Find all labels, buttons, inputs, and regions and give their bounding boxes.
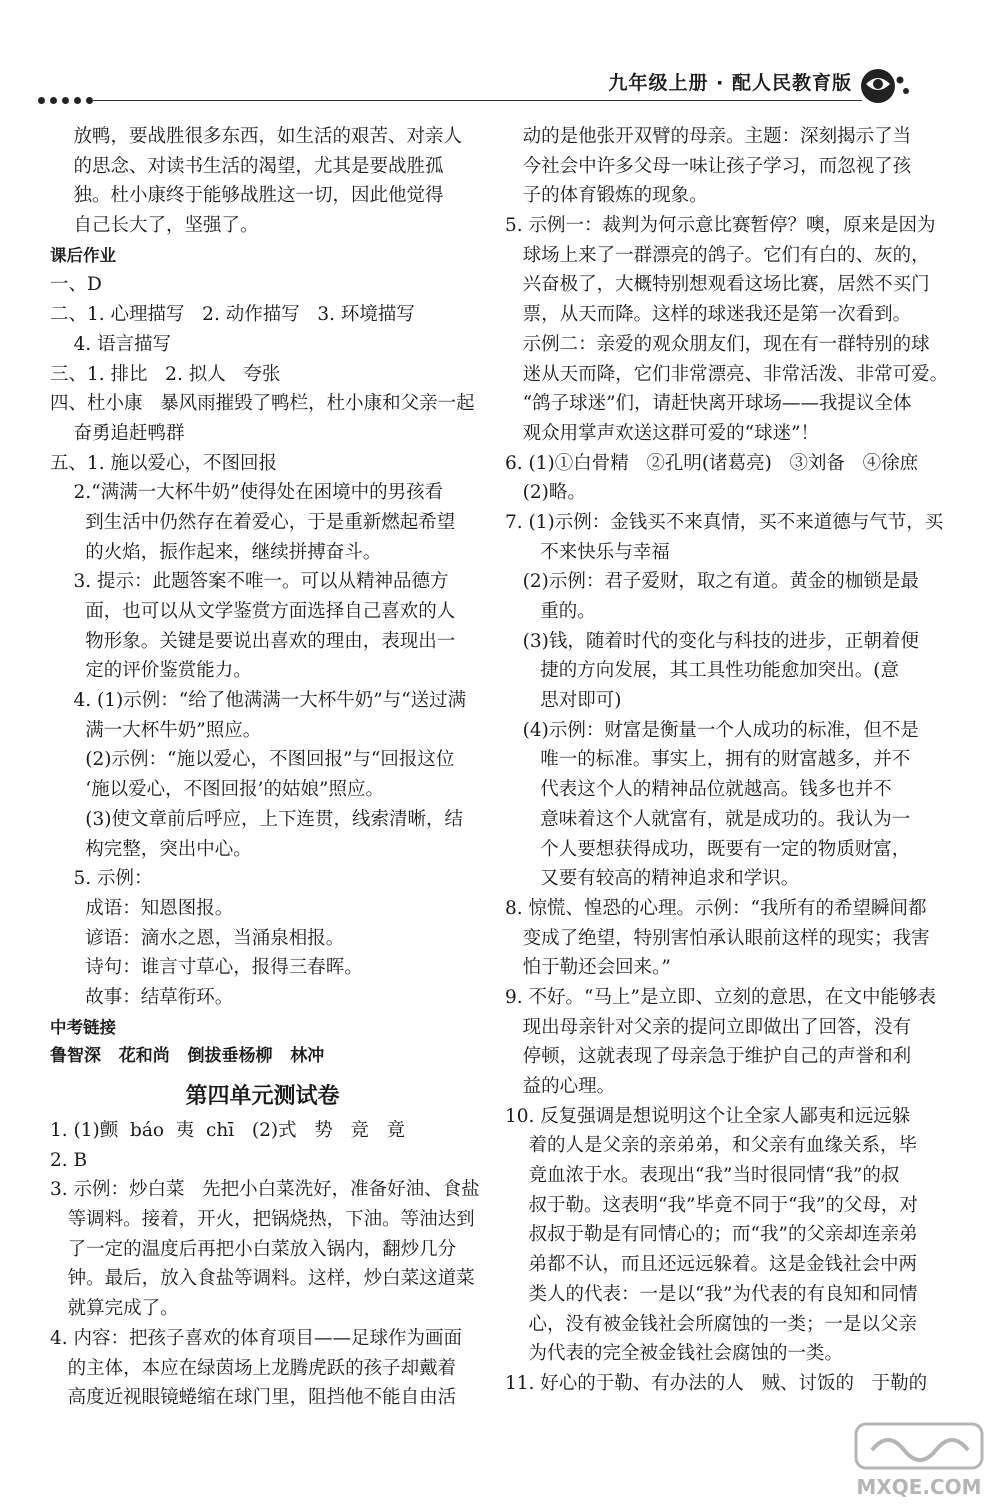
answer-line: 个人要想获得成功，既要有一定的物质财富， [505, 838, 911, 860]
answer-line: 心，没有被金钱社会所腐蚀的一类；一是以父亲 [505, 1313, 918, 1335]
answer-line: 了一定的温度后再把小白菜放入锅内，翻炒几分 [50, 1238, 457, 1260]
answer-line: 构完整，突出中心。 [50, 838, 252, 860]
answer-line: 的火焰，振作起来，继续拼搏奋斗。 [50, 541, 382, 563]
answer-line: (2)示例：“施以爱心，不图回报”与“回报这位 [50, 749, 455, 771]
answer-line: 观众用掌声欢送这群可爱的“球迷”！ [505, 422, 820, 444]
answer-line: 弟都不认，而且还远远躲着。这是金钱社会中两 [505, 1254, 918, 1276]
answer-line: 到生活中仍然存在着爱心，于是重新燃起希望 [50, 511, 456, 533]
answer-line: 物形象。关键是要说出喜欢的理由，表现出一 [50, 630, 456, 652]
answer-line: 高度近视眼镜蜷缩在球门里，阻挡他不能自由活 [50, 1387, 457, 1409]
answer-line: 定的评价鉴赏能力。 [50, 660, 252, 682]
answer-line: 叔于勒。这表明“我”毕竟不同于“我”的父母，对 [505, 1194, 918, 1216]
answer-line: 迷从天而降，它们非常漂亮、非常活泼、非常可爱。 [505, 363, 949, 385]
answer-line: 子的体育锻炼的现象。 [505, 185, 708, 207]
answer-line: 兴奋极了，大概特别想观看这场比赛，居然不买门 [505, 274, 930, 296]
section-heading: 中考链接 [50, 1017, 116, 1037]
answer-line: 诗句：谁言寸草心，报得三春晖。 [50, 957, 363, 979]
answer-line: 独。杜小康终于能够战胜这一切，因此他觉得 [50, 185, 444, 207]
answer-line: 3. 提示：此题答案不唯一。可以从精神品德方 [50, 571, 449, 593]
answer-line: 5. 示例： [50, 868, 153, 890]
answer-line: ‘施以爱心，不图回报’的姑娘”照应。 [50, 779, 385, 801]
answer-line: 球场上来了一群漂亮的鸽子。它们有白的、灰的， [505, 244, 930, 266]
answer-line: 4. (1)示例：“给了他满满一大杯牛奶”与“送过满 [50, 690, 467, 712]
answer-line: 放鸭，要战胜很多东西，如生活的艰苦、对亲人 [50, 126, 463, 147]
answer-line: 不来快乐与幸福 [505, 541, 670, 563]
page-header [0, 0, 1000, 110]
answer-line: 三、1. 排比 2. 拟人 夸张 [50, 363, 281, 385]
watermark-text: MXQE.COM [856, 1475, 982, 1499]
answer-line: 10. 反复强调是想说明这个让全家人鄙夷和远远躲 [505, 1105, 911, 1127]
answer-line: 钟。最后，放入食盐等调料。这样，炒白菜这道菜 [50, 1268, 475, 1290]
answer-line: 今社会中许多父母一味让孩子学习，而忽视了孩 [505, 155, 912, 177]
answer-line: (2)略。 [505, 482, 586, 504]
answer-line: 一、D [50, 274, 102, 296]
section-heading: 课后作业 [50, 245, 116, 265]
decorative-dots [38, 97, 93, 104]
section-title: 第四单元测试卷 [185, 1084, 340, 1109]
answer-line: 重的。 [505, 601, 596, 622]
answer-line: 满一大杯牛奶”照应。 [50, 719, 262, 741]
answer-line: 又要有较高的精神追求和学识。 [505, 868, 800, 890]
answer-line: 8. 惊慌、惶恐的心理。示例：“我所有的希望瞬间都 [505, 897, 927, 919]
answer-line: 谚语：滴水之恩，当涌泉相报。 [50, 927, 345, 949]
answer-line: 3. 示例：炒白菜 先把小白菜洗好，准备好油、食盐 [50, 1179, 480, 1201]
answer-line: (3)使文章前后呼应，上下连贯，线索清晰，结 [50, 808, 463, 830]
answer-line: 捷的方向发展，其工具性功能愈加突出。(意 [505, 660, 900, 682]
site-watermark [848, 1420, 990, 1504]
answer-line: 9. 不好。“马上”是立即、立刻的意思，在文中能够表 [505, 986, 936, 1008]
answer-line: 的思念、对读书生活的渴望，尤其是要战胜孤 [50, 155, 444, 177]
book-logo-icon [856, 64, 916, 108]
answer-line: 5. 示例一：裁判为何示意比赛暂停？噢，原来是因为 [505, 215, 936, 237]
answer-line: 竟血浓于水。表现出“我”当时很同情“我”的叔 [505, 1165, 900, 1187]
answer-line: 类人的代表：一是以“我”为代表的有良知和同情 [505, 1283, 918, 1305]
answer-line: 4. 语言描写 [50, 333, 172, 355]
answer-line: 票，从天而降。这样的球迷我还是第一次看到。 [505, 304, 912, 326]
left-column [50, 122, 480, 1413]
answer-line: 鲁智深 花和尚 倒拔垂杨柳 林冲 [50, 1046, 325, 1067]
answer-line: 的主体，本应在绿茵场上龙腾虎跃的孩子却戴着 [50, 1357, 457, 1379]
answer-line: 等调料。接着，开火，把锅烧热，下油。等油达到 [50, 1209, 475, 1231]
answer-line: 停顿，这就表现了母亲急于维护自己的声誉和利 [505, 1046, 912, 1068]
answer-line: 奋勇追赶鸭群 [50, 422, 185, 444]
answer-line: “鸽子球迷”们，请赶快离开球场——我提议全体 [505, 393, 912, 415]
answer-line: 11. 好心的于勒、有办法的人 贼、讨饭的 于勒的 [505, 1372, 928, 1394]
answer-line: 变成了绝望，特别害怕承认眼前这样的现实；我害 [505, 927, 930, 949]
answer-line: 2. B [50, 1149, 88, 1171]
answer-line: 现出母亲针对父亲的提问立即做出了回答，没有 [505, 1016, 912, 1038]
answer-line: 动的是他张开双臂的母亲。主题：深刻揭示了当 [505, 126, 912, 147]
answer-line: 二、1. 心理描写 2. 动作描写 3. 环境描写 [50, 304, 415, 326]
answer-line: 面，也可以从文学鉴赏方面选择自己喜欢的人 [50, 601, 456, 622]
answer-line: 四、杜小康 暴风雨摧毁了鸭栏，杜小康和父亲一起 [50, 393, 475, 415]
answer-line: (3)钱，随着时代的变化与科技的进步，正朝着便 [505, 630, 919, 652]
answer-line: 6. (1)①白骨精 ②孔明(诸葛亮) ③刘备 ④徐庶 [505, 452, 919, 474]
answer-line: 2.“满满一大杯牛奶”使得处在困境中的男孩看 [50, 482, 444, 504]
answer-line: 五、1. 施以爱心，不图回报 [50, 452, 278, 474]
answer-line: 故事：结草衔环。 [50, 986, 234, 1008]
answer-line: 自己长大了，坚强了。 [50, 215, 259, 237]
answer-line: 意味着这个人就富有，就是成功的。我认为一 [505, 808, 911, 830]
answer-line: 怕于勒还会回来。” [505, 957, 671, 979]
header-rule [92, 100, 862, 101]
answer-line: 益的心理。 [505, 1076, 616, 1097]
answer-line: 思对即可) [505, 690, 622, 712]
answer-line: 叔叔于勒是有同情心的；而“我”的父亲却连亲弟 [505, 1224, 918, 1246]
answer-line: 1. (1)颤 báo 夷 chī (2)式 势 竞 竟 [50, 1120, 405, 1141]
answer-line: 7. (1)示例：金钱买不来真情，买不来道德与气节，买 [505, 511, 944, 533]
answer-line: 唯一的标准。事实上，拥有的财富越多，并不 [505, 749, 911, 771]
right-column [505, 122, 949, 1399]
answer-line: 就算完成了。 [50, 1298, 179, 1320]
answer-line: 着的人是父亲的亲弟弟，和父亲有血缘关系，毕 [505, 1135, 918, 1157]
answer-line: (2)示例：君子爱财，取之有道。黄金的枷锁是最 [505, 571, 919, 593]
answer-line: 成语：知恩图报。 [50, 897, 234, 919]
answer-line: 代表这个人的精神品位就越高。钱多也并不 [505, 779, 892, 801]
answer-line: 为代表的完全被金钱社会腐蚀的一类。 [505, 1343, 844, 1365]
book-title: 九年级上册 · 配人民教育版 [608, 72, 852, 94]
answer-line: 4. 内容：把孩子喜欢的体育项目——足球作为画面 [50, 1327, 463, 1349]
answer-line: 示例二：亲爱的观众朋友们，现在有一群特别的球 [505, 333, 930, 355]
answer-line: (4)示例：财富是衡量一个人成功的标准，但不是 [505, 719, 919, 741]
